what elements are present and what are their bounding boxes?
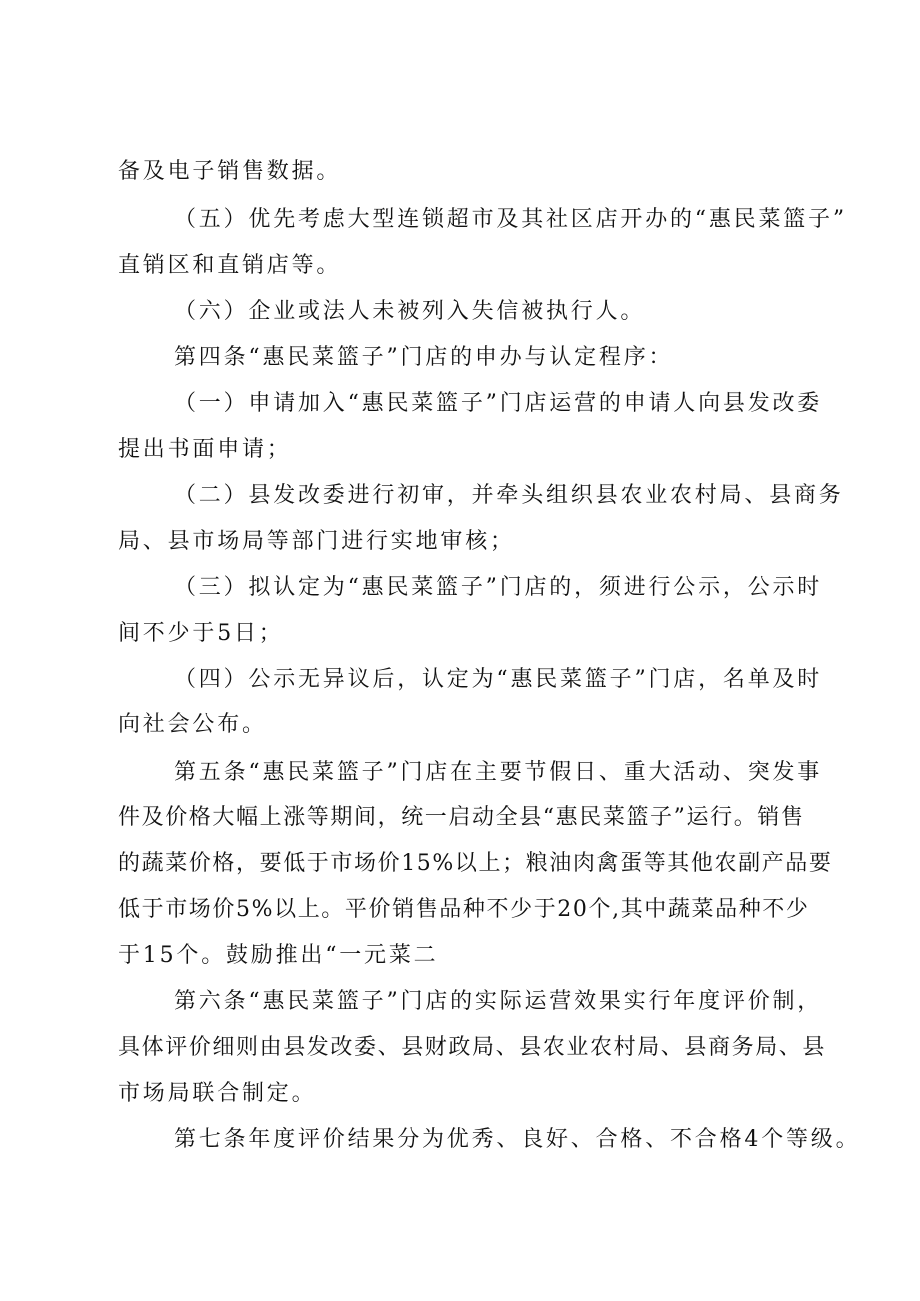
text-line: 局、县市场局等部门进行实地审核；: [118, 529, 515, 554]
text-line: 间不少于5日；: [118, 621, 284, 646]
text-line: （六）企业或法人未被列入失信被执行人。: [174, 299, 646, 324]
article-heading: 第五条“惠民菜篮子”门店在主要节假日、重大活动、突发事: [174, 760, 823, 785]
text-line: 直销区和直销店等。: [118, 253, 342, 278]
article-heading: 第七条年度评价结果分为优秀、良好、合格、不合格4个等级。: [174, 1127, 861, 1152]
text-line: 备及电子销售数据。: [118, 159, 342, 184]
text-line: （二）县发改委进行初审，并牵头组织县农业农村局、县商务: [174, 483, 844, 508]
text-line: 市场局联合制定。: [118, 1081, 317, 1106]
text-line: （一）申请加入“惠民菜篮子”门店运营的申请人向县发改委: [174, 391, 823, 416]
article-heading: 第四条“惠民菜篮子”门店的申办与认定程序：: [174, 345, 674, 370]
text-line: 于15个。鼓励推出“一元菜二: [118, 943, 439, 968]
text-line: 的蔬菜价格，要低于市场价15%以上；粮油肉禽蛋等其他农副产品要: [118, 851, 833, 876]
text-line: 提出书面申请；: [118, 437, 292, 462]
article-heading: 第六条“惠民菜篮子”门店的实际运营效果实行年度评价制，: [174, 989, 823, 1014]
text-line: （四）公示无异议后，认定为“惠民菜篮子”门店，名单及时: [174, 667, 823, 692]
text-line: 低于市场价5%以上。平价销售品种不少于20个,其中蔬菜品种不少: [118, 897, 810, 922]
text-line: （三）拟认定为“惠民菜篮子”门店的，须进行公示，公示时: [174, 575, 823, 600]
text-line: 向社会公布。: [118, 712, 267, 737]
text-line: 具体评价细则由县发改委、县财政局、县农业农村局、县商务局、县: [118, 1035, 827, 1060]
text-line: （五）优先考虑大型连锁超市及其社区店开办的“惠民菜篮子”: [174, 207, 847, 232]
text-line: 件及价格大幅上涨等期间，统一启动全县“惠民菜篮子”运行。销售: [118, 805, 805, 830]
